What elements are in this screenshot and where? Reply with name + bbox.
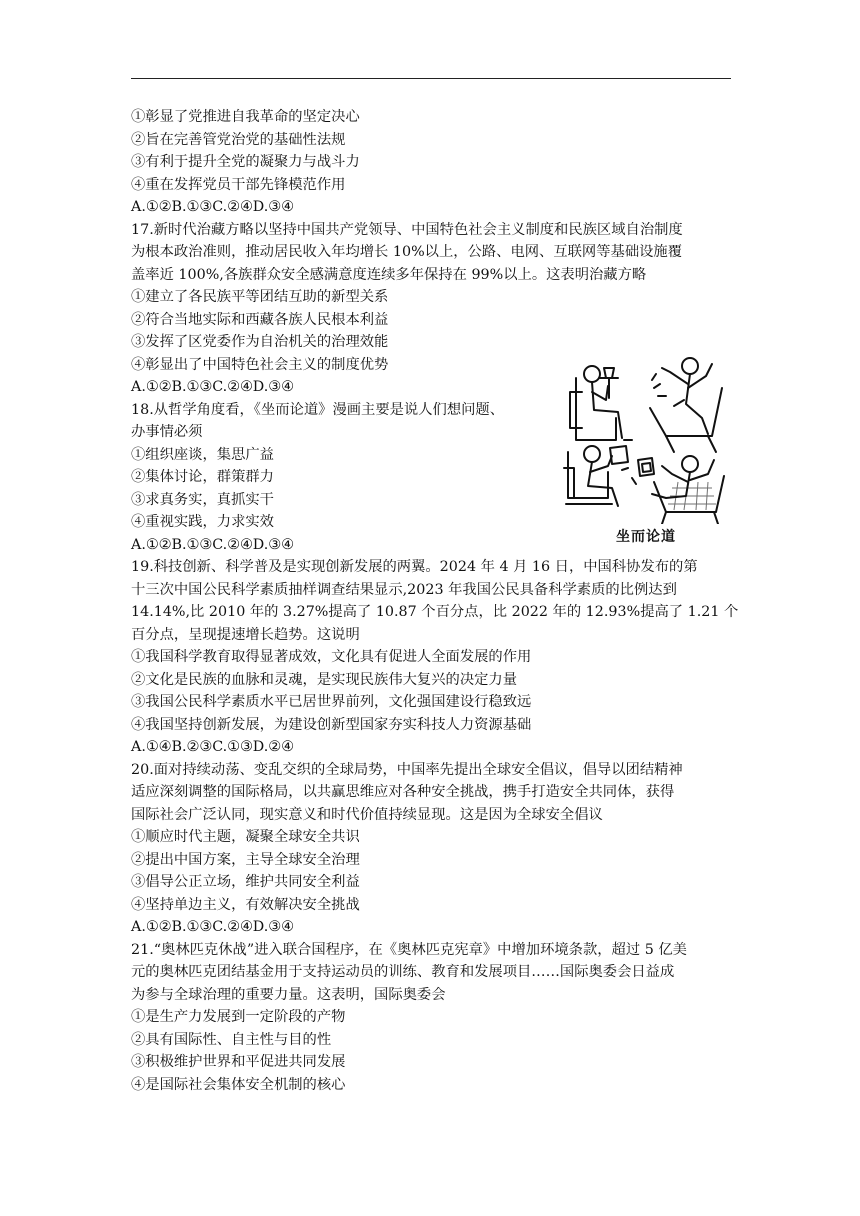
q21-option-2: ②具有国际性、自主性与目的性 <box>131 1031 332 1048</box>
question-21 <box>131 939 731 1097</box>
question-16-options <box>131 106 731 219</box>
q18-stem-line-2: 办事情必须 <box>131 424 203 440</box>
header-rule <box>131 78 731 79</box>
question-content <box>131 106 739 1096</box>
q19-choices: A.①④B.②③C.①③D.②④ <box>131 739 294 755</box>
q19-option-2: ②文化是民族的血脉和灵魂，是实现民族伟大复兴的决定力量 <box>131 671 518 688</box>
q21-stem-line-1: 21.“奥林匹克休战”进入联合国程序，在《奥林匹克宪章》中增加环境条款，超过 5 亿美 <box>131 941 687 958</box>
q17-option-2: ②符合当地实际和西藏各族人民根本利益 <box>131 311 389 328</box>
q20-stem-line-2: 适应深刻调整的国际格局，以共赢思维应对各种安全挑战，携手打造安全共同体，获得 <box>131 784 675 800</box>
q19-stem-line-1: 19.科技创新、科学普及是实现创新发展的两翼。2024 年 4 月 16 日，中国科协发布的第 <box>131 559 698 575</box>
q20-choices: A.①②B.①③C.②④D.③④ <box>131 919 294 935</box>
question-19 <box>131 556 739 759</box>
q17-option-4: ④彰显出了中国特色社会主义的制度优势 <box>131 356 389 373</box>
q17-stem-line-2: 为根本政治准则，推动居民收入年均增长 10%以上，公路、电网、互联网等基础设施覆 <box>131 244 683 260</box>
q18-option-1: ①组织座谈，集思广益 <box>131 446 274 463</box>
q21-stem-line-3: 为参与全球治理的重要力量。这表明，国际奥委会 <box>131 986 446 1003</box>
q19-option-4: ④我国坚持创新发展，为建设创新型国家夯实科技人力资源基础 <box>131 716 532 733</box>
q19-stem-line-4: 百分点，呈现提速增长趋势。这说明 <box>131 626 360 643</box>
q21-option-4: ④是国际社会集体安全机制的核心 <box>131 1076 346 1093</box>
q20-stem-line-3: 国际社会广泛认同，现实意义和时代价值持续显现。这是因为全球安全倡议 <box>131 806 603 823</box>
q18-option-3: ③求真务实，真抓实干 <box>131 491 274 508</box>
q16-choices: A.①②B.①③C.②④D.③④ <box>131 199 294 215</box>
q21-stem-line-2: 元的奥林匹克团结基金用于支持运动员的训练、教育和发展项目……国际奥委会日益成 <box>131 964 675 980</box>
q18-stem-line-1: 18.从哲学角度看，《坐而论道》漫画主要是说人们想问题、 <box>131 401 505 418</box>
q18-choices: A.①②B.①③C.②④D.③④ <box>131 536 294 553</box>
q17-stem-line-1: 17.新时代治藏方略以坚持中国共产党领导、中国特色社会主义制度和民族区域自治制度 <box>131 221 683 238</box>
q21-option-1: ①是生产力发展到一定阶段的产物 <box>131 1009 346 1025</box>
q18-option-4: ④重视实践，力求实效 <box>131 514 274 530</box>
cartoon-caption: 坐而论道 <box>616 529 676 545</box>
q16-option-2: ②旨在完善管党治党的基础性法规 <box>131 131 346 148</box>
q17-option-1: ①建立了各民族平等团结互助的新型关系 <box>131 289 389 305</box>
q19-stem-line-2: 十三次中国公民科学素质抽样调查结果显示,2023 年我国公民具备科学素质的比例达到 <box>131 581 677 598</box>
q17-choices: A.①②B.①③C.②④D.③④ <box>131 379 294 395</box>
q16-option-1: ①彰显了党推进自我革命的坚定决心 <box>131 109 360 125</box>
cartoon-drawing <box>562 348 730 524</box>
q20-option-3: ③倡导公正立场，维护共同安全利益 <box>131 874 360 890</box>
q21-option-3: ③积极维护世界和平促进共同发展 <box>131 1054 346 1070</box>
question-20 <box>131 759 731 939</box>
q20-option-1: ①顺应时代主题，凝聚全球安全共识 <box>131 829 360 845</box>
q18-option-2: ②集体讨论，群策群力 <box>131 469 274 485</box>
q20-option-2: ②提出中国方案，主导全球安全治理 <box>131 851 360 868</box>
q19-option-1: ①我国科学教育取得显著成效，文化具有促进人全面发展的作用 <box>131 649 532 665</box>
q19-stem-line-3: 14.14%,比 2010 年的 3.27%提高了 10.87 个百分点，比 2022 年的 12.93%提高了 1.21 个 <box>131 604 739 620</box>
q17-stem-line-3: 盖率近 100%,各族群众安全感满意度连续多年保持在 99%以上。这表明治藏方略 <box>131 266 647 283</box>
q19-option-3: ③我国公民科学素质水平已居世界前列，文化强国建设行稳致远 <box>131 694 532 710</box>
cartoon-figure <box>562 348 730 546</box>
q16-option-3: ③有利于提升全党的凝聚力与战斗力 <box>131 154 360 170</box>
q20-stem-line-1: 20.面对持续动荡、变乱交织的全球局势，中国率先提出全球安全倡议，倡导以团结精神 <box>131 761 683 778</box>
q17-option-3: ③发挥了区党委作为自治机关的治理效能 <box>131 334 389 350</box>
q20-option-4: ④坚持单边主义，有效解决安全挑战 <box>131 896 360 913</box>
q16-option-4: ④重在发挥党员干部先锋模范作用 <box>131 176 346 193</box>
